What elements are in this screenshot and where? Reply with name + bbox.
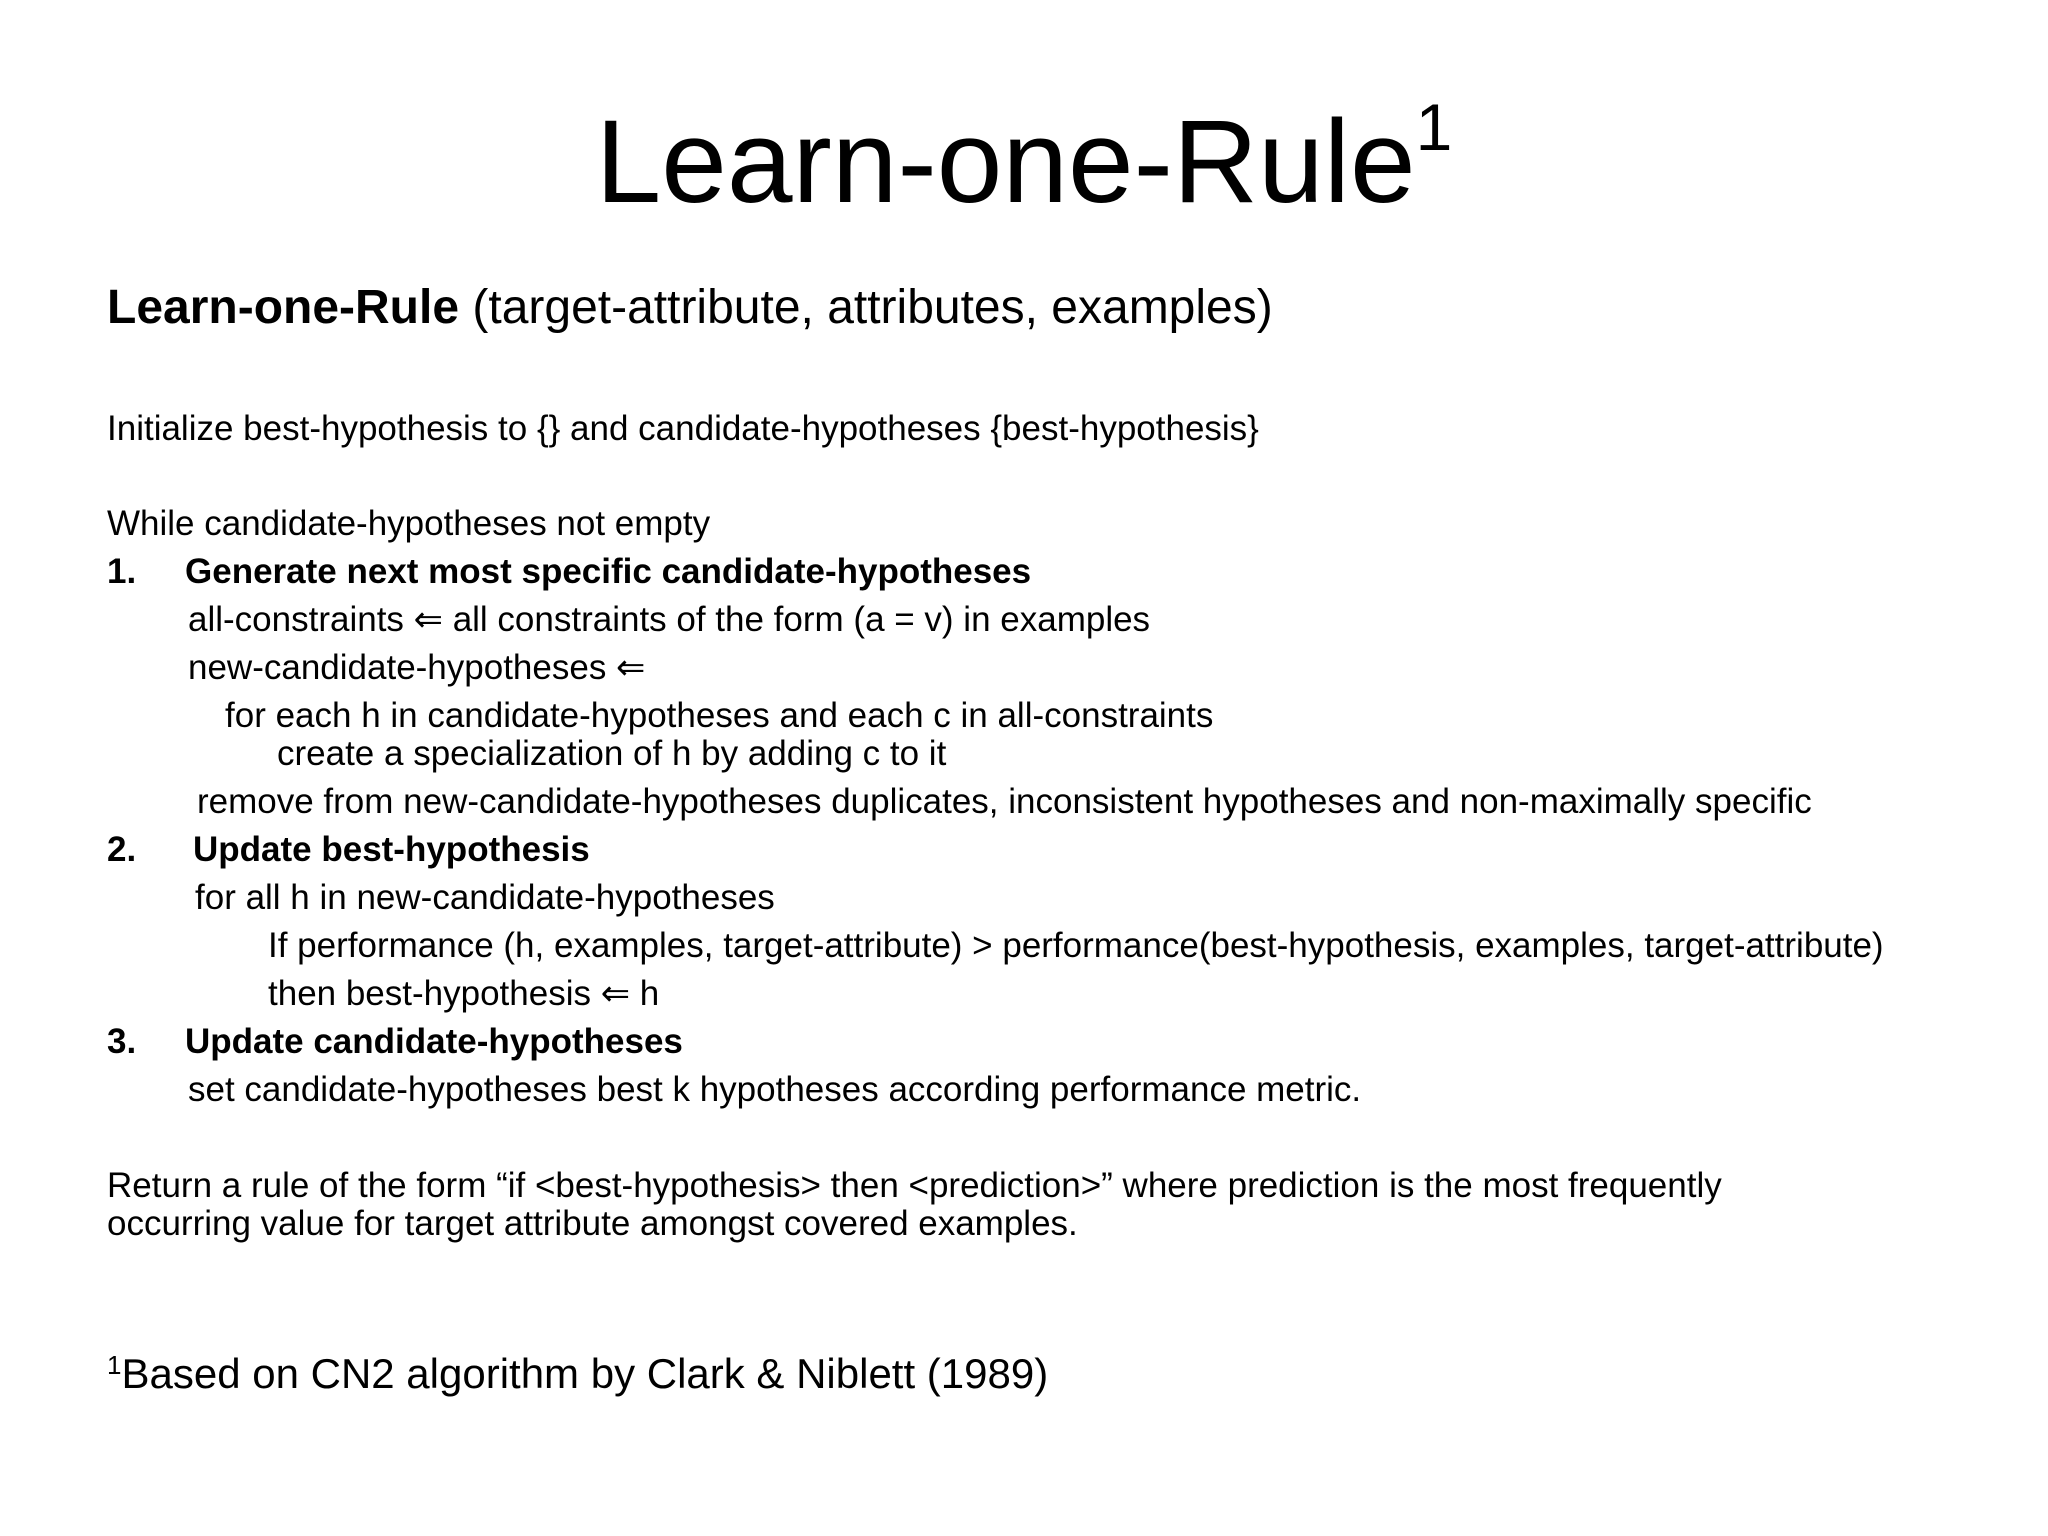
function-args: (target-attribute, attributes, examples) <box>459 281 1273 334</box>
step-1-line-a: all-constraints ⇐ all constraints of the form (a = v) in examples <box>188 600 1151 639</box>
footnote-text: Based on CN2 algorithm by Clark & Niblett (1989) <box>121 1350 1049 1397</box>
step-1-title: Generate next most specific candidate-hypotheses <box>185 552 1032 591</box>
step-1-line-d: create a specialization of h by adding c to it <box>277 734 947 773</box>
footnote-marker: 1 <box>107 1350 122 1380</box>
return-line-1: Return a rule of the form “if <best-hypothesis> then <prediction>” where prediction is the most frequently <box>107 1166 1722 1205</box>
step-2-line-b: If performance (h, examples, target-attribute) > performance(best-hypothesis, examples, target-attribute) <box>268 926 1884 965</box>
step-3-number: 3. <box>107 1022 137 1061</box>
step-3-line-a: set candidate-hypotheses best k hypotheses according performance metric. <box>188 1070 1362 1109</box>
step-3-title: Update candidate-hypotheses <box>185 1022 683 1061</box>
function-name: Learn-one-Rule <box>107 281 460 334</box>
while-line: While candidate-hypotheses not empty <box>107 504 711 543</box>
return-line-2: occurring value for target attribute amongst covered examples. <box>107 1204 1078 1243</box>
step-2-title: Update best-hypothesis <box>193 830 590 869</box>
step-3-heading <box>107 1020 683 1064</box>
step-2-line-c: then best-hypothesis ⇐ h <box>268 974 660 1013</box>
step-2-heading <box>107 828 590 872</box>
step-1-line-e: remove from new-candidate-hypotheses duplicates, inconsistent hypotheses and non-maximally specific <box>197 782 1812 821</box>
footnote <box>107 1348 1048 1405</box>
step-2-line-a: for all h in new-candidate-hypotheses <box>195 878 775 917</box>
init-line: Initialize best-hypothesis to {} and candidate-hypotheses {best-hypothesis} <box>107 409 1259 448</box>
slide-title-text: Learn-one-Rule <box>595 96 1416 228</box>
slide-title <box>0 92 2048 249</box>
step-1-line-b: new-candidate-hypotheses ⇐ <box>188 648 646 687</box>
step-1-line-c: for each h in candidate-hypotheses and each c in all-constraints <box>225 696 1214 735</box>
step-2-number: 2. <box>107 830 137 869</box>
title-footnote-marker: 1 <box>1415 90 1453 164</box>
step-1-number: 1. <box>107 552 137 591</box>
step-1-heading <box>107 550 1031 594</box>
function-signature <box>107 278 1273 338</box>
